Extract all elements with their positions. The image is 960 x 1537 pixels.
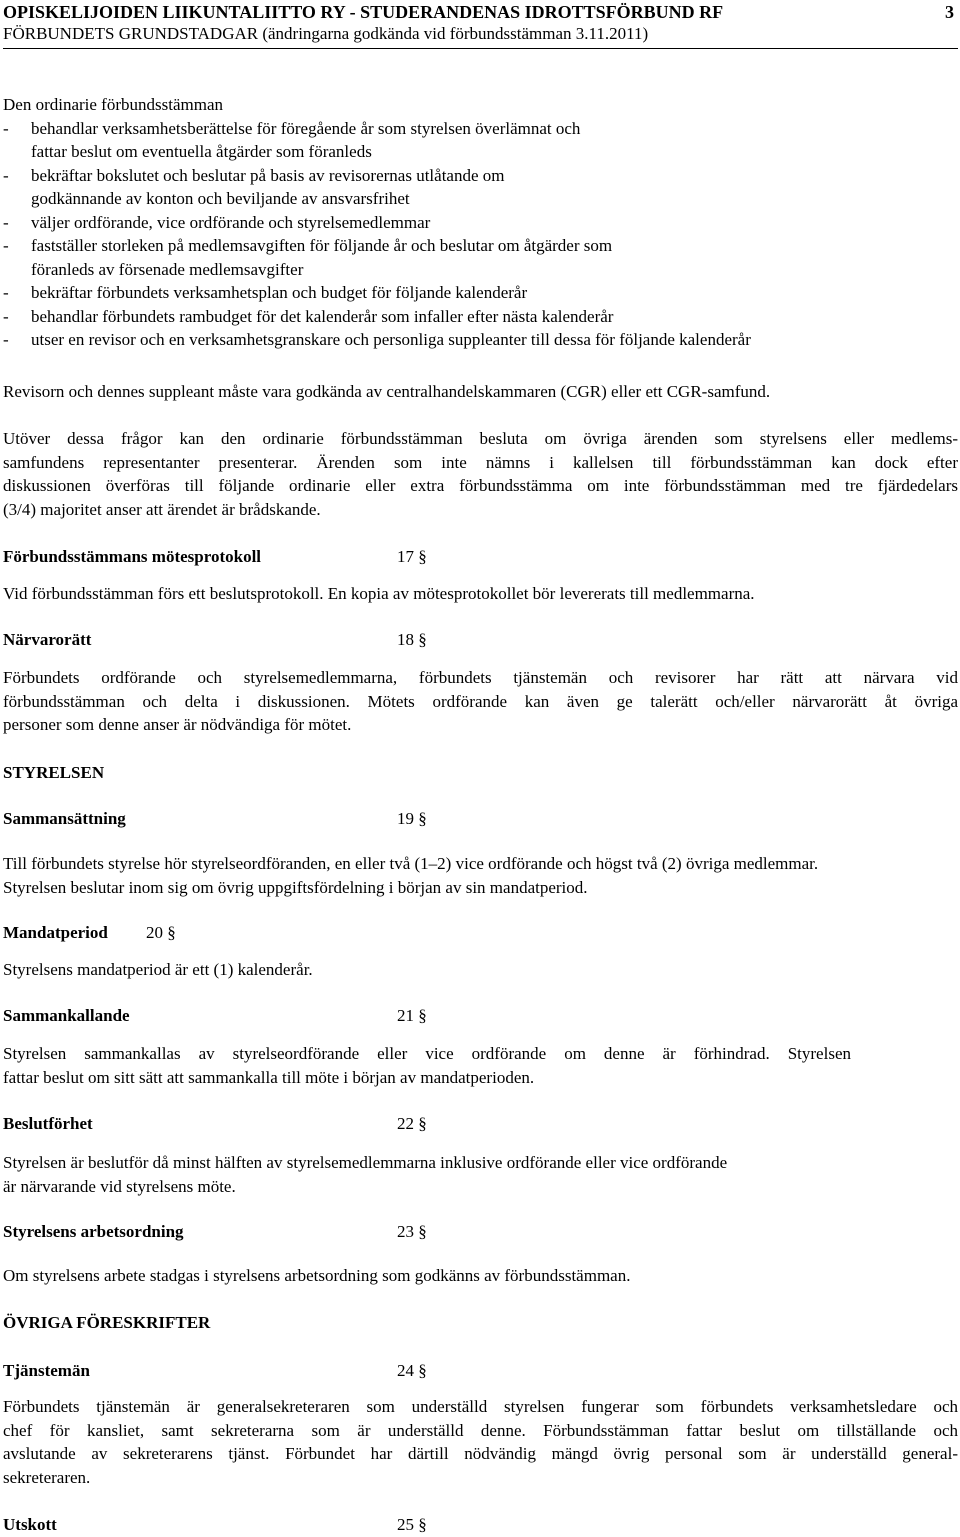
paragraph-line: Till förbundets styrelse hör styrelseordföranden, en eller två (1–2) vice ordförande och högst två (2) övriga medlemmar. <box>3 854 819 873</box>
section-heading-21 <box>3 1004 427 1028</box>
paragraph-line: är närvarande vid styrelsens möte. <box>3 1176 236 1196</box>
section-number: 19 <box>397 809 414 828</box>
header-document-title: FÖRBUNDETS GRUNDSTADGAR (ändringarna godkända vid förbundsstämman 3.11.2011) <box>3 24 649 43</box>
paragraph-symbol: § <box>418 809 427 828</box>
section-title: Förbundsstämmans mötesprotokoll <box>3 547 262 566</box>
document-page <box>3 0 958 1534</box>
page-number: 3 <box>945 2 954 22</box>
section-heading-17 <box>3 545 427 569</box>
section-heading-24 <box>3 1359 427 1383</box>
list-dash: - <box>3 165 9 185</box>
section-17-text: Vid förbundsstämman förs ett beslutsprotokoll. En kopia av mötesprotokollet bör levererats till medlemmarna. <box>3 584 755 603</box>
stamman-intro: Den ordinarie förbundsstämman <box>3 95 223 114</box>
section-title: Sammankallande <box>3 1006 130 1025</box>
list-item <box>3 211 958 235</box>
list-dash: - <box>3 306 9 326</box>
paragraph-line: fattar beslut om sitt sätt att sammankalla till möte i början av mandatperioden. <box>3 1067 535 1087</box>
section-number: 20 <box>146 923 163 942</box>
paragraph-line: diskussionen överföras till följande ordinarie eller extra förbundsstämma om inte förbundsstämman med tre fjärdedelars <box>3 476 958 495</box>
section-number: 18 <box>397 630 414 649</box>
section-heading-19 <box>3 807 427 831</box>
section-23-text: Om styrelsens arbete stadgas i styrelsens arbetsordning som godkänns av förbundsstämman. <box>3 1266 631 1285</box>
paragraph-symbol: § <box>418 1515 427 1534</box>
section-title: Utskott <box>3 1515 57 1534</box>
section-heading-23 <box>3 1220 427 1244</box>
paragraph-line: Förbundets tjänstemän är generalsekreteraren som underställd styrelsen fungerar som förbundets verksamhetsledare och <box>3 1397 958 1416</box>
section-title: Mandatperiod <box>3 923 108 942</box>
stamman-duties-list <box>3 117 958 352</box>
paragraph-line: Styrelsen är beslutför då minst hälften av styrelsemedlemmarna inklusive ordförande eller vice ordförande <box>3 1153 728 1172</box>
section-number: 22 <box>397 1114 414 1133</box>
paragraph-line: Styrelsen beslutar inom sig om övrig uppgiftsfördelning i början av sin mandatperiod. <box>3 877 588 897</box>
section-title: Sammansättning <box>3 809 126 828</box>
paragraph-line: personer som denne anser är nödvändiga för mötet. <box>3 715 352 734</box>
list-line: fastställer storleken på medlemsavgiften för följande år och beslutar om åtgärder som <box>31 236 613 255</box>
list-item <box>3 234 958 281</box>
paragraph-line: (3/4) majoritet anser att ärendet är brådskande. <box>3 499 321 519</box>
paragraph-line: Utöver dessa frågor kan den ordinarie förbundsstämman besluta om övriga ärenden som styrelsens eller medlems- <box>3 429 958 448</box>
paragraph-line: sekreteraren. <box>3 1467 91 1487</box>
list-line: bekräftar förbundets verksamhetsplan och budget för följande kalenderår <box>31 283 528 302</box>
revisor-note: Revisorn och dennes suppleant måste vara godkända av centralhandelskammaren (CGR) eller ett CGR-samfund. <box>3 382 771 401</box>
section-18-text <box>3 666 958 737</box>
paragraph-symbol: § <box>418 547 427 566</box>
paragraph-line: Styrelsen sammankallas av styrelseordförande eller vice ordförande om denne är förhindrad. Styrelsen <box>3 1044 851 1063</box>
section-title: Styrelsens arbetsordning <box>3 1222 184 1241</box>
section-19-text <box>3 852 818 899</box>
list-item <box>3 281 958 305</box>
section-21-text <box>3 1042 851 1089</box>
paragraph-symbol: § <box>167 923 176 942</box>
section-title: Närvarorätt <box>3 630 92 649</box>
list-line: behandlar verksamhetsberättelse för föregående år som styrelsen överlämnat och <box>31 118 581 138</box>
header-rule <box>3 48 958 49</box>
other-matters-paragraph <box>3 427 958 521</box>
list-dash: - <box>3 283 9 302</box>
section-number: 17 <box>397 547 414 566</box>
paragraph-line: avslutande av sekreterarens tjänst. Förbundet har därtill nödvändig mängd övrig personal som är underställd general- <box>3 1444 958 1463</box>
list-line: väljer ordförande, vice ordförande och styrelsemedlemmar <box>31 212 431 232</box>
section-20-text: Styrelsens mandatperiod är ett (1) kalenderår. <box>3 960 313 979</box>
list-line: utser en revisor och en verksamhetsgranskare och personliga suppleanter till dessa för följande kalenderår <box>31 330 751 349</box>
list-dash: - <box>3 330 9 349</box>
paragraph-symbol: § <box>418 1114 427 1133</box>
paragraph-line: chef för kansliet, samt sekreterarna som är underställd denne. Förbundsstämman fattar beslut om tillställande och <box>3 1420 958 1440</box>
section-number: 21 <box>397 1006 414 1025</box>
heading-styrelsen: STYRELSEN <box>3 763 105 782</box>
paragraph-line: samfundens representanter presenterar. Ärenden som inte nämns i kallelsen till förbundsstämman kan dock efter <box>3 452 958 472</box>
list-line: behandlar förbundets rambudget för det kalenderår som infaller efter nästa kalenderår <box>31 306 614 326</box>
section-22-text <box>3 1151 727 1198</box>
heading-ovriga-foreskrifter: ÖVRIGA FÖRESKRIFTER <box>3 1313 211 1332</box>
section-title: Beslutförhet <box>3 1114 93 1133</box>
section-heading-25 <box>3 1513 427 1537</box>
section-number: 24 <box>397 1361 414 1380</box>
list-item <box>3 117 958 164</box>
header-organization: OPISKELIJOIDEN LIIKUNTALIITTO RY - STUDERANDENAS IDROTTSFÖRBUND RF <box>3 2 724 22</box>
section-title: Tjänstemän <box>3 1361 90 1380</box>
page-header <box>3 2 958 49</box>
section-24-text <box>3 1395 958 1489</box>
list-item <box>3 328 958 352</box>
list-item <box>3 164 958 211</box>
paragraph-line: förbundsstämman och delta i diskussionen. Mötets ordförande kan även ge talerätt och/eller närvarorätt åt övriga <box>3 691 958 711</box>
list-dash: - <box>3 118 9 138</box>
stamman-block <box>3 93 958 352</box>
paragraph-line: Förbundets ordförande och styrelsemedlemmarna, förbundets tjänstemän och revisorer har rätt att närvara vid <box>3 668 958 687</box>
paragraph-symbol: § <box>418 1006 427 1025</box>
list-line: fattar beslut om eventuella åtgärder som föranleds <box>31 142 372 161</box>
list-dash: - <box>3 212 9 232</box>
section-heading-18 <box>3 628 427 652</box>
list-item <box>3 305 958 329</box>
paragraph-symbol: § <box>418 1361 427 1380</box>
section-number: 23 <box>397 1222 414 1241</box>
list-dash: - <box>3 236 9 255</box>
list-line: bekräftar bokslutet och beslutar på basis av revisorernas utlåtande om <box>31 165 505 185</box>
paragraph-symbol: § <box>418 630 427 649</box>
list-line: föranleds av försenade medlemsavgifter <box>31 259 304 279</box>
section-heading-22 <box>3 1112 427 1136</box>
paragraph-symbol: § <box>418 1222 427 1241</box>
section-number: 25 <box>397 1515 414 1534</box>
section-heading-20 <box>3 921 176 945</box>
list-line: godkännande av konton och beviljande av ansvarsfrihet <box>31 189 410 208</box>
